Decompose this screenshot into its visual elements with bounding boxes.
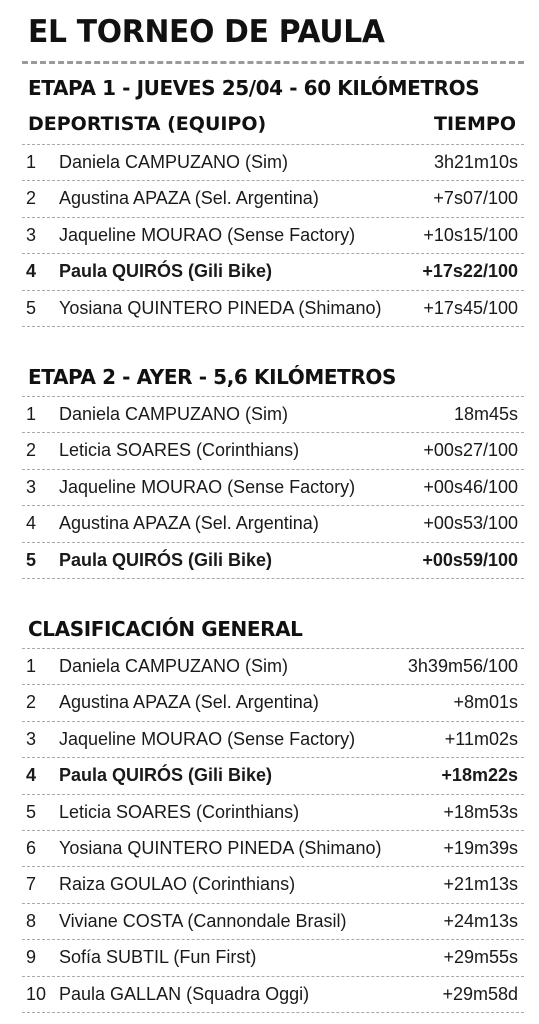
row-time: +17s45/100 [423,297,518,318]
row-position: 1 [26,152,37,172]
row-position: 1 [26,404,37,424]
row-time: +17s22/100 [422,261,518,282]
row-time: +24m13s [443,910,518,931]
row-divider [22,1012,524,1013]
row-time: +00s53/100 [423,513,518,534]
row-time: +10s15/100 [423,224,518,245]
row-athlete: Jaqueline MOURAO (Sense Factory) [59,224,356,245]
row-athlete: Jaqueline MOURAO (Sense Factory) [59,728,356,749]
row-athlete: Agustina APAZA (Sel. Argentina) [59,188,319,209]
row-athlete: Agustina APAZA (Sel. Argentina) [59,513,319,534]
table-row [22,684,524,720]
row-position: 5 [26,297,37,318]
row-position: 2 [26,440,37,461]
row-time: +19m39s [443,838,518,858]
table-row [22,721,524,757]
row-time: 3h21m10s [433,152,518,172]
row-athlete: Daniela CAMPUZANO (Sim) [59,656,289,676]
row-time: +18m53s [443,801,518,822]
table-row [22,432,524,468]
stage2-title: ETAPA 2 - AYER - 5,6 KILÓMETROS [28,365,396,389]
row-athlete: Yosiana QUINTERO PINEDA (Shimano) [59,838,382,858]
row-time: +29m55s [443,947,518,968]
row-time: +8m01s [453,692,518,713]
row-position: 4 [26,765,37,786]
row-divider [22,326,524,327]
row-athlete: Paula QUIRÓS (Gili Bike) [59,549,273,570]
row-athlete: Agustina APAZA (Sel. Argentina) [59,692,319,713]
row-position: 9 [26,947,37,968]
table-row [22,396,524,432]
row-position: 10 [26,983,47,1004]
row-athlete: Daniela CAMPUZANO (Sim) [59,152,289,172]
table-row [22,939,524,975]
table-row [22,976,524,1012]
row-time: +00s46/100 [423,476,518,497]
column-header-time: TIEMPO [434,113,516,135]
table-row [22,469,524,505]
row-time: +29m58d [442,983,518,1004]
table-row [22,794,524,830]
row-athlete: Jaqueline MOURAO (Sense Factory) [59,476,356,497]
table-row [22,542,524,578]
row-athlete: Sofía SUBTIL (Fun First) [59,947,257,968]
table-row [22,253,524,289]
table-row [22,648,524,684]
row-time: +18m22s [441,765,518,786]
stage1-title: ETAPA 1 - JUEVES 25/04 - 60 KILÓMETROS [28,76,480,100]
table-row [22,180,524,216]
table-row [22,217,524,253]
table-row [22,757,524,793]
row-athlete: Yosiana QUINTERO PINEDA (Shimano) [59,297,382,318]
row-position: 1 [26,656,37,676]
row-time: +11m02s [444,728,518,749]
row-time: +21m13s [443,874,518,895]
row-position: 3 [26,476,37,497]
row-athlete: Daniela CAMPUZANO (Sim) [59,404,289,424]
row-athlete: Leticia SOARES (Corinthians) [59,440,300,461]
row-athlete: Paula QUIRÓS (Gili Bike) [59,261,273,282]
row-divider [22,578,524,579]
row-position: 6 [26,838,37,858]
table-row [22,505,524,541]
row-position: 4 [26,513,37,534]
row-position: 3 [26,224,37,245]
row-position: 5 [26,549,37,570]
row-position: 7 [26,874,37,895]
column-header-athlete: DEPORTISTA (EQUIPO) [28,113,267,135]
column-headers [28,111,516,137]
title-divider [22,61,524,64]
row-time: +7s07/100 [433,188,518,209]
row-position: 2 [26,188,37,209]
row-position: 4 [26,261,37,282]
table-row [22,903,524,939]
row-time: 3h39m56/100 [407,656,518,676]
row-athlete: Leticia SOARES (Corinthians) [59,801,300,822]
row-position: 2 [26,692,37,713]
row-time: 18m45s [453,404,518,424]
page-title: EL TORNEO DE PAULA [28,14,385,50]
row-athlete: Raiza GOULAO (Corinthians) [59,874,296,895]
table-row [22,144,524,180]
row-athlete: Paula GALLAN (Squadra Oggi) [59,983,310,1004]
table-row [22,830,524,866]
row-time: +00s27/100 [423,440,518,461]
row-position: 3 [26,728,37,749]
row-athlete: Paula QUIRÓS (Gili Bike) [59,765,273,786]
row-position: 8 [26,910,37,931]
row-athlete: Viviane COSTA (Cannondale Brasil) [59,910,347,931]
table-row [22,290,524,326]
row-time: +00s59/100 [422,549,518,570]
general-title: CLASIFICACIÓN GENERAL [28,617,303,641]
table-row [22,866,524,902]
row-position: 5 [26,801,37,822]
